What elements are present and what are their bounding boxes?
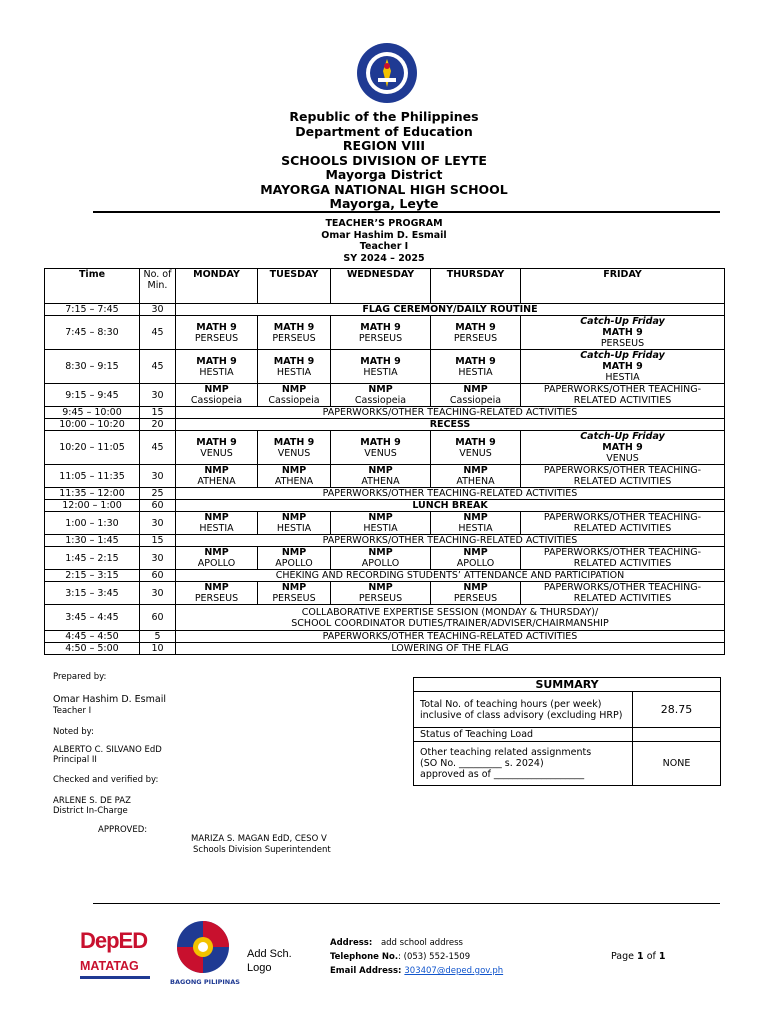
page-number	[611, 951, 666, 962]
subject-text: MATH 9	[360, 355, 401, 367]
class-cell-wednesday	[331, 384, 431, 407]
section-text: HESTIA	[276, 366, 312, 378]
table-row	[45, 631, 725, 643]
header-district: Mayorga District	[325, 167, 443, 182]
summary-other-value: NONE	[633, 742, 721, 786]
friday-activity-line: PAPERWORKS/OTHER TEACHING-	[543, 547, 702, 558]
subject-text: MATH 9	[196, 355, 237, 367]
school-logo-line1: Add Sch.	[247, 948, 292, 960]
subject-text: NMP	[204, 465, 229, 476]
minutes-cell: 30	[140, 304, 176, 316]
subject-text: NMP	[204, 384, 229, 395]
class-cell-wednesday	[331, 350, 431, 384]
minutes-cell: 30	[140, 384, 176, 407]
minutes-cell: 30	[140, 582, 176, 605]
table-row	[45, 500, 725, 512]
header-friday: FRIDAY	[521, 269, 725, 304]
time-cell: 7:45 – 8:30	[45, 316, 140, 350]
section-text: VENUS	[606, 453, 639, 464]
catch-up-label: Catch-Up Friday	[580, 316, 665, 327]
page-word: Page	[611, 951, 634, 962]
class-cell-friday	[521, 465, 725, 488]
header-time: Time	[45, 269, 140, 304]
class-cell-thursday	[431, 465, 521, 488]
time-cell: 3:45 – 4:45	[45, 605, 140, 631]
table-row	[45, 419, 725, 431]
table-row	[45, 643, 725, 655]
friday-activity-line: PAPERWORKS/OTHER TEACHING-	[543, 512, 702, 523]
class-cell-tuesday	[258, 582, 331, 605]
section-text: HESTIA	[458, 366, 493, 378]
section-text: Cassiopeia	[268, 395, 320, 406]
page-total: 1	[658, 951, 666, 962]
class-cell-monday	[176, 431, 258, 465]
class-cell-tuesday	[258, 465, 331, 488]
time-cell: 9:45 – 10:00	[45, 407, 140, 419]
minutes-cell: 25	[140, 488, 176, 500]
checked-position: District In-Charge	[53, 806, 128, 816]
section-text: HESTIA	[363, 366, 398, 378]
matatag-text: MATATAG	[80, 959, 139, 973]
section-text: ATHENA	[274, 476, 314, 487]
section-text: VENUS	[200, 447, 233, 459]
program-heading	[0, 218, 768, 264]
activity-span-cell: PAPERWORKS/OTHER TEACHING-RELATED ACTIVITIES	[176, 407, 725, 419]
class-cell-thursday	[431, 350, 521, 384]
program-title: TEACHER’S PROGRAM	[325, 218, 443, 229]
telephone-value: (053) 552-1509	[403, 952, 471, 962]
class-cell-thursday	[431, 316, 521, 350]
school-logo-placeholder	[247, 947, 292, 975]
approved-label: APPROVED:	[98, 825, 148, 835]
noted-position: Principal II	[53, 755, 97, 765]
catch-up-label: Catch-Up Friday	[580, 431, 665, 442]
subject-text: NMP	[281, 582, 307, 593]
subject-text: MATH 9	[602, 327, 643, 338]
class-cell-friday	[521, 512, 725, 535]
summary-status-label: Status of Teaching Load	[414, 728, 633, 742]
subject-text: NMP	[368, 582, 393, 593]
subject-text: MATH 9	[360, 321, 401, 333]
class-cell-friday	[521, 316, 725, 350]
noted-label: Noted by:	[53, 727, 94, 737]
time-cell: 12:00 – 1:00	[45, 500, 140, 512]
catch-up-label: Catch-Up Friday	[580, 350, 665, 361]
subject-text: NMP	[281, 547, 307, 558]
class-cell-wednesday	[331, 582, 431, 605]
section-text: APOLLO	[361, 558, 400, 569]
header-location: Mayorga, Leyte	[329, 196, 439, 211]
class-cell-wednesday	[331, 316, 431, 350]
subject-text: NMP	[281, 384, 307, 395]
footer-telephone: Telephone No.: (053) 552-1509	[330, 952, 471, 962]
deped-matatag-logo	[80, 928, 152, 988]
table-row	[45, 535, 725, 547]
page-current: 1	[637, 951, 644, 962]
class-cell-wednesday	[331, 512, 431, 535]
table-row	[45, 304, 725, 316]
time-cell: 2:15 – 3:15	[45, 570, 140, 582]
subject-text: NMP	[368, 512, 393, 523]
prepared-name: Omar Hashim D. Esmail	[53, 694, 166, 705]
checked-name: ARLENE S. DE PAZ	[53, 796, 131, 806]
header-school: MAYORGA NATIONAL HIGH SCHOOL	[260, 181, 508, 197]
time-cell: 3:15 – 3:45	[45, 582, 140, 605]
minutes-cell: 20	[140, 419, 176, 431]
time-cell: 1:30 – 1:45	[45, 535, 140, 547]
subject-text: NMP	[281, 512, 307, 523]
minutes-cell: 45	[140, 316, 176, 350]
minutes-cell: 45	[140, 350, 176, 384]
checked-label: Checked and verified by:	[53, 775, 159, 785]
friday-activity-line: RELATED ACTIVITIES	[573, 593, 672, 604]
minutes-cell: 30	[140, 465, 176, 488]
table-row	[45, 465, 725, 488]
approved-position: Schools Division Superintendent	[193, 845, 331, 855]
subject-text: NMP	[463, 512, 488, 523]
activity-span-cell: PAPERWORKS/OTHER TEACHING-RELATED ACTIVITIES	[176, 488, 725, 500]
activity-span-cell: FLAG CEREMONY/DAILY ROUTINE	[176, 304, 725, 316]
class-cell-tuesday	[258, 384, 331, 407]
class-cell-thursday	[431, 512, 521, 535]
table-row	[45, 407, 725, 419]
summary-other-line3: approved as of ___________________	[420, 769, 585, 780]
section-text: Cassiopeia	[190, 395, 243, 406]
friday-activity-line: RELATED ACTIVITIES	[573, 523, 672, 534]
table-row	[45, 570, 725, 582]
section-text: PERSEUS	[453, 593, 498, 604]
section-text: HESTIA	[199, 366, 234, 378]
schedule-body	[45, 304, 725, 655]
section-text: PERSEUS	[194, 593, 239, 604]
program-position: Teacher I	[359, 241, 409, 252]
class-cell-thursday	[431, 582, 521, 605]
class-cell-monday	[176, 547, 258, 570]
class-cell-friday	[521, 547, 725, 570]
section-text: HESTIA	[458, 523, 493, 534]
footer-contact	[330, 936, 503, 978]
subject-text: MATH 9	[360, 436, 401, 448]
minutes-cell: 15	[140, 535, 176, 547]
minutes-cell: 10	[140, 643, 176, 655]
subject-text: MATH 9	[602, 442, 643, 453]
section-text: ATHENA	[197, 476, 236, 487]
summary-status-value	[633, 728, 721, 742]
section-text: PERSEUS	[453, 332, 498, 344]
time-cell: 10:20 – 11:05	[45, 431, 140, 465]
section-text: PERSEUS	[358, 332, 403, 344]
subject-text: NMP	[204, 512, 229, 523]
header-divider	[93, 211, 720, 213]
class-cell-tuesday	[258, 512, 331, 535]
activity-span-line: COLLABORATIVE EXPERTISE SESSION (MONDAY & THURSDAY)/	[301, 606, 599, 618]
activity-span-cell: LOWERING OF THE FLAG	[176, 643, 725, 655]
matatag-underline	[80, 976, 150, 979]
class-cell-monday	[176, 465, 258, 488]
class-cell-tuesday	[258, 316, 331, 350]
activity-span-cell: RECESS	[176, 419, 725, 431]
subject-text: MATH 9	[196, 321, 237, 333]
friday-activity-line: RELATED ACTIVITIES	[573, 558, 672, 569]
friday-activity-line: RELATED ACTIVITIES	[573, 476, 672, 487]
deped-logo-text: DepED	[80, 928, 148, 953]
minutes-cell: 30	[140, 547, 176, 570]
section-text: VENUS	[459, 447, 492, 459]
table-row	[45, 582, 725, 605]
activity-span-cell	[176, 605, 725, 631]
subject-text: MATH 9	[455, 355, 496, 367]
section-text: APOLLO	[275, 558, 313, 569]
section-text: Cassiopeia	[354, 395, 407, 406]
page-of: of	[646, 951, 656, 962]
subject-text: NMP	[368, 465, 393, 476]
subject-text: NMP	[463, 384, 488, 395]
table-row	[45, 350, 725, 384]
class-cell-thursday	[431, 431, 521, 465]
time-cell: 1:00 – 1:30	[45, 512, 140, 535]
section-text: PERSEUS	[272, 332, 316, 344]
subject-text: NMP	[204, 582, 229, 593]
minutes-cell: 60	[140, 570, 176, 582]
summary-hours-value: 28.75	[633, 692, 721, 728]
table-row	[45, 316, 725, 350]
class-cell-friday	[521, 431, 725, 465]
class-cell-tuesday	[258, 547, 331, 570]
table-row	[45, 547, 725, 570]
class-cell-tuesday	[258, 431, 331, 465]
class-cell-thursday	[431, 384, 521, 407]
minutes-cell: 30	[140, 512, 176, 535]
subject-text: NMP	[281, 465, 307, 476]
subject-text: NMP	[368, 547, 393, 558]
section-text: PERSEUS	[194, 332, 239, 344]
activity-span-cell: PAPERWORKS/OTHER TEACHING-RELATED ACTIVITIES	[176, 631, 725, 643]
class-cell-monday	[176, 316, 258, 350]
section-text: VENUS	[277, 447, 311, 459]
bagong-pilipinas-logo	[170, 920, 240, 988]
table-row	[45, 431, 725, 465]
summary-table	[413, 677, 721, 786]
table-row	[45, 605, 725, 631]
friday-activity-line: PAPERWORKS/OTHER TEACHING-	[543, 384, 702, 395]
section-text: HESTIA	[605, 372, 640, 383]
time-cell: 1:45 – 2:15	[45, 547, 140, 570]
time-cell: 4:50 – 5:00	[45, 643, 140, 655]
table-header-row	[45, 269, 725, 304]
subject-text: NMP	[463, 465, 488, 476]
table-row	[45, 488, 725, 500]
telephone-label: Telephone No.	[330, 952, 399, 962]
class-cell-monday	[176, 582, 258, 605]
noted-name: ALBERTO C. SILVANO EdD	[53, 745, 162, 755]
class-cell-monday	[176, 512, 258, 535]
section-text: PERSEUS	[272, 593, 316, 604]
minutes-cell: 60	[140, 500, 176, 512]
email-link[interactable]: 303407@deped.gov.ph	[404, 966, 504, 976]
activity-span-cell: CHEKING AND RECORDING STUDENTS’ ATTENDANCE AND PARTICIPATION	[176, 570, 725, 582]
subject-text: NMP	[204, 547, 229, 558]
section-text: HESTIA	[276, 523, 312, 534]
subject-text: MATH 9	[602, 361, 643, 372]
subject-text: NMP	[368, 384, 393, 395]
header-monday: MONDAY	[176, 269, 258, 304]
section-text: HESTIA	[363, 523, 398, 534]
section-text: ATHENA	[456, 476, 495, 487]
friday-activity-line: PAPERWORKS/OTHER TEACHING-	[543, 465, 702, 476]
footer-address: Address: add school address	[330, 938, 463, 948]
friday-activity-line: PAPERWORKS/OTHER TEACHING-	[543, 582, 702, 593]
footer-email: Email Address: 303407@deped.gov.ph	[330, 966, 504, 976]
activity-span-cell: LUNCH BREAK	[176, 500, 725, 512]
time-cell: 4:45 – 4:50	[45, 631, 140, 643]
bagong-pilipinas-emblem-icon	[173, 920, 233, 974]
subject-text: MATH 9	[273, 436, 315, 448]
prepared-position: Teacher I	[53, 706, 92, 716]
class-cell-thursday	[431, 547, 521, 570]
subject-text: MATH 9	[273, 321, 315, 333]
section-text: ATHENA	[361, 476, 400, 487]
section-text: HESTIA	[199, 523, 234, 534]
summary-hours-label: Total No. of teaching hours (per week) inclusive of class advisory (excluding HRP)	[414, 692, 633, 728]
subject-text: MATH 9	[455, 321, 496, 333]
section-text: PERSEUS	[600, 338, 645, 349]
header-wednesday: WEDNESDAY	[331, 269, 431, 304]
school-logo-line2: Logo	[247, 962, 272, 974]
friday-activity-line: RELATED ACTIVITIES	[573, 395, 672, 406]
schedule-table	[44, 268, 725, 655]
prepared-label: Prepared by:	[53, 672, 107, 682]
section-text: VENUS	[364, 447, 397, 459]
activity-span-cell: PAPERWORKS/OTHER TEACHING-RELATED ACTIVITIES	[176, 535, 725, 547]
header-thursday: THURSDAY	[431, 269, 521, 304]
class-cell-monday	[176, 384, 258, 407]
minutes-cell: 45	[140, 431, 176, 465]
class-cell-friday	[521, 582, 725, 605]
summary-other-line2: (SO No. _________ s. 2024)	[420, 758, 544, 769]
minutes-cell: 60	[140, 605, 176, 631]
summary-other-line1: Other teaching related assignments	[420, 747, 592, 758]
section-text: APOLLO	[456, 558, 495, 569]
subject-text: NMP	[463, 582, 488, 593]
header-minutes: No. of Min.	[140, 269, 176, 304]
table-row	[45, 512, 725, 535]
class-cell-friday	[521, 384, 725, 407]
header-department: Department of Education	[295, 123, 473, 139]
section-text: APOLLO	[197, 558, 236, 569]
section-text: PERSEUS	[358, 593, 403, 604]
time-cell: 8:30 – 9:15	[45, 350, 140, 384]
subject-text: MATH 9	[196, 436, 237, 448]
class-cell-wednesday	[331, 431, 431, 465]
time-cell: 7:15 – 7:45	[45, 304, 140, 316]
address-value: add school address	[380, 938, 463, 948]
summary-other-label	[414, 742, 633, 786]
time-cell: 11:35 – 12:00	[45, 488, 140, 500]
program-sy: SY 2024 – 2025	[343, 252, 425, 264]
class-cell-tuesday	[258, 350, 331, 384]
header-division: SCHOOLS DIVISION OF LEYTE	[281, 152, 487, 168]
address-label: Address	[330, 938, 369, 948]
time-cell: 9:15 – 9:45	[45, 384, 140, 407]
table-row	[45, 384, 725, 407]
footer-divider	[93, 903, 720, 904]
deped-seal-logo	[356, 42, 418, 104]
class-cell-monday	[176, 350, 258, 384]
class-cell-wednesday	[331, 465, 431, 488]
subject-text: MATH 9	[455, 436, 496, 448]
program-teacher: Omar Hashim D. Esmail	[321, 229, 447, 241]
subject-text: NMP	[463, 547, 488, 558]
minutes-cell: 15	[140, 407, 176, 419]
bagong-pilipinas-text: BAGONG PILIPINAS	[170, 978, 240, 986]
class-cell-wednesday	[331, 547, 431, 570]
activity-span-line: SCHOOL COORDINATOR DUTIES/TRAINER/ADVISER/CHAIRMANSHIP	[291, 617, 609, 629]
summary-title: SUMMARY	[414, 678, 721, 692]
time-cell: 11:05 – 11:35	[45, 465, 140, 488]
section-text: Cassiopeia	[449, 395, 502, 406]
header-region: REGION VIII	[342, 138, 426, 153]
minutes-cell: 5	[140, 631, 176, 643]
subject-text: MATH 9	[273, 355, 315, 367]
approved-name: MARIZA S. MAGAN EdD, CESO V	[191, 834, 327, 844]
time-cell: 10:00 – 10:20	[45, 419, 140, 431]
email-label: Email Address	[330, 966, 399, 976]
header-tuesday: TUESDAY	[258, 269, 331, 304]
class-cell-friday	[521, 350, 725, 384]
header-republic: Republic of the Philippines	[289, 109, 479, 124]
